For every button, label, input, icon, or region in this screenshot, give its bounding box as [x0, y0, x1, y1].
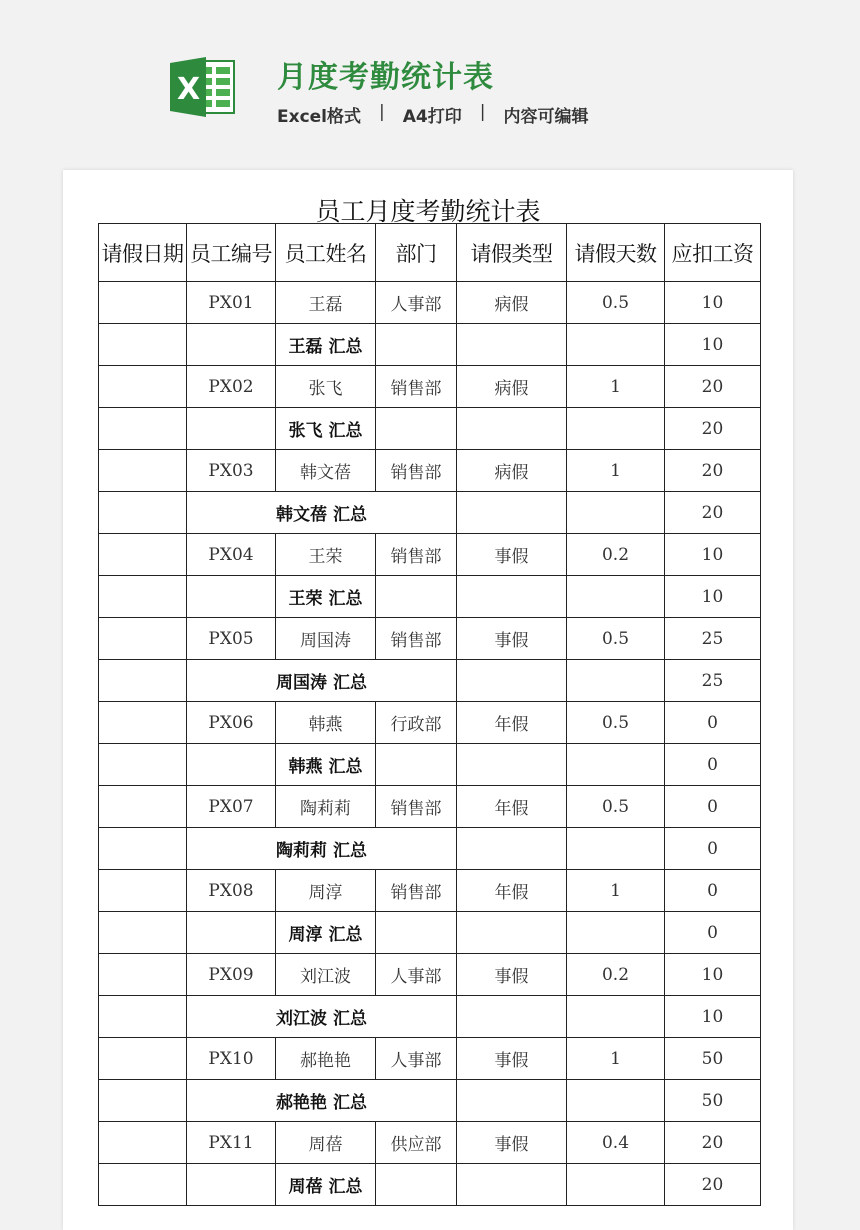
cell-department: 销售部 — [376, 450, 457, 492]
subtotal-row — [99, 1164, 761, 1206]
column-header-leave-type: 请假类型 — [457, 224, 567, 282]
cell-leave-days — [567, 744, 665, 786]
cell-department: 行政部 — [376, 702, 457, 744]
subtotal-row — [99, 828, 761, 870]
cell-leave-days: 1 — [567, 366, 665, 408]
cell-leave-date — [99, 660, 187, 702]
cell-subtotal-label: 周国涛 汇总 — [187, 660, 457, 702]
table-row — [99, 870, 761, 912]
cell-deduction: 0 — [665, 870, 761, 912]
table-row — [99, 702, 761, 744]
cell-leave-type: 事假 — [457, 1122, 567, 1164]
cell-employee-name: 韩文蓓 — [276, 450, 376, 492]
cell-leave-days — [567, 576, 665, 618]
column-header-department: 部门 — [376, 224, 457, 282]
cell-subtotal-label: 王荣 汇总 — [276, 576, 376, 618]
cell-department — [376, 1164, 457, 1206]
cell-leave-days — [567, 1164, 665, 1206]
cell-department — [376, 408, 457, 450]
cell-leave-date — [99, 324, 187, 366]
cell-leave-date — [99, 366, 187, 408]
cell-leave-type — [457, 1080, 567, 1122]
cell-department: 销售部 — [376, 786, 457, 828]
cell-leave-date — [99, 282, 187, 324]
cell-leave-days — [567, 324, 665, 366]
cell-leave-date — [99, 534, 187, 576]
cell-employee-id: PX10 — [187, 1038, 276, 1080]
cell-leave-date — [99, 744, 187, 786]
cell-department: 销售部 — [376, 870, 457, 912]
cell-leave-days: 0.5 — [567, 282, 665, 324]
cell-subtotal-label: 郝艳艳 汇总 — [187, 1080, 457, 1122]
cell-leave-days — [567, 828, 665, 870]
cell-department: 供应部 — [376, 1122, 457, 1164]
cell-deduction: 10 — [665, 534, 761, 576]
cell-deduction: 25 — [665, 660, 761, 702]
cell-employee-id — [187, 912, 276, 954]
cell-employee-id: PX11 — [187, 1122, 276, 1164]
cell-subtotal-label: 韩文蓓 汇总 — [187, 492, 457, 534]
cell-employee-name: 王荣 — [276, 534, 376, 576]
cell-leave-days: 1 — [567, 450, 665, 492]
cell-leave-days: 0.4 — [567, 1122, 665, 1164]
cell-employee-id: PX05 — [187, 618, 276, 660]
cell-leave-type: 年假 — [457, 702, 567, 744]
cell-leave-days: 0.2 — [567, 534, 665, 576]
cell-employee-id: PX01 — [187, 282, 276, 324]
cell-leave-date — [99, 828, 187, 870]
cell-department: 销售部 — [376, 618, 457, 660]
tag-editable: 内容可编辑 — [503, 107, 589, 127]
cell-deduction: 0 — [665, 786, 761, 828]
column-header-employee-id: 员工编号 — [187, 224, 276, 282]
subtotal-row — [99, 912, 761, 954]
cell-employee-id: PX02 — [187, 366, 276, 408]
cell-employee-id — [187, 408, 276, 450]
page-header — [0, 0, 860, 150]
cell-subtotal-label: 陶莉莉 汇总 — [187, 828, 457, 870]
cell-leave-date — [99, 870, 187, 912]
cell-deduction: 20 — [665, 366, 761, 408]
sheet-title: 员工月度考勤统计表 — [315, 197, 541, 226]
cell-employee-id — [187, 1164, 276, 1206]
cell-leave-days — [567, 660, 665, 702]
excel-icon — [170, 55, 236, 119]
subtotal-row — [99, 324, 761, 366]
cell-leave-type: 病假 — [457, 282, 567, 324]
cell-deduction: 10 — [665, 576, 761, 618]
cell-leave-days: 0.5 — [567, 618, 665, 660]
tag-separator: | — [479, 102, 486, 122]
subtotal-row — [99, 1080, 761, 1122]
cell-deduction: 10 — [665, 282, 761, 324]
cell-employee-id: PX06 — [187, 702, 276, 744]
cell-deduction: 0 — [665, 912, 761, 954]
cell-leave-date — [99, 702, 187, 744]
subtotal-row — [99, 408, 761, 450]
table-row — [99, 534, 761, 576]
subtotal-row — [99, 492, 761, 534]
cell-employee-id: PX09 — [187, 954, 276, 996]
table-row — [99, 954, 761, 996]
cell-leave-date — [99, 996, 187, 1038]
tag-a4-print: A4打印 — [402, 107, 462, 127]
cell-leave-days — [567, 408, 665, 450]
cell-subtotal-label: 王磊 汇总 — [276, 324, 376, 366]
cell-subtotal-label: 张飞 汇总 — [276, 408, 376, 450]
attendance-table — [98, 223, 761, 1206]
cell-employee-id — [187, 744, 276, 786]
cell-employee-name: 周蓓 — [276, 1122, 376, 1164]
cell-deduction: 20 — [665, 492, 761, 534]
subtotal-row — [99, 744, 761, 786]
cell-leave-type — [457, 408, 567, 450]
cell-deduction: 0 — [665, 744, 761, 786]
cell-leave-days: 0.5 — [567, 786, 665, 828]
cell-leave-type — [457, 912, 567, 954]
cell-leave-type: 事假 — [457, 618, 567, 660]
cell-employee-name: 张飞 — [276, 366, 376, 408]
column-header-employee-name: 员工姓名 — [276, 224, 376, 282]
cell-department — [376, 744, 457, 786]
cell-employee-id: PX07 — [187, 786, 276, 828]
tag-separator: | — [379, 102, 385, 122]
cell-deduction: 50 — [665, 1038, 761, 1080]
cell-employee-name: 刘江波 — [276, 954, 376, 996]
page-title: 月度考勤统计表 — [277, 60, 494, 95]
table-header-row — [99, 224, 761, 282]
cell-leave-date — [99, 1164, 187, 1206]
table-row — [99, 366, 761, 408]
cell-employee-id — [187, 324, 276, 366]
cell-employee-name: 韩燕 — [276, 702, 376, 744]
cell-leave-type — [457, 1164, 567, 1206]
subtotal-row — [99, 576, 761, 618]
cell-department: 销售部 — [376, 366, 457, 408]
table-row — [99, 786, 761, 828]
cell-subtotal-label: 周蓓 汇总 — [276, 1164, 376, 1206]
cell-leave-date — [99, 450, 187, 492]
cell-employee-id: PX03 — [187, 450, 276, 492]
cell-leave-days — [567, 1080, 665, 1122]
cell-leave-type — [457, 492, 567, 534]
column-header-deduction: 应扣工资 — [665, 224, 761, 282]
column-header-leave-date: 请假日期 — [99, 224, 187, 282]
cell-department: 人事部 — [376, 1038, 457, 1080]
cell-leave-days — [567, 492, 665, 534]
cell-department — [376, 576, 457, 618]
table-row — [99, 450, 761, 492]
cell-leave-type — [457, 576, 567, 618]
cell-leave-type: 事假 — [457, 1038, 567, 1080]
cell-leave-date — [99, 576, 187, 618]
tag-excel-format: Excel格式 — [277, 107, 362, 127]
cell-leave-days: 0.2 — [567, 954, 665, 996]
cell-leave-date — [99, 786, 187, 828]
cell-leave-type: 事假 — [457, 954, 567, 996]
cell-leave-date — [99, 1080, 187, 1122]
cell-leave-date — [99, 954, 187, 996]
cell-leave-type — [457, 828, 567, 870]
cell-leave-type — [457, 996, 567, 1038]
cell-employee-name: 周国涛 — [276, 618, 376, 660]
cell-leave-type: 事假 — [457, 534, 567, 576]
column-header-leave-days: 请假天数 — [567, 224, 665, 282]
cell-employee-id — [187, 576, 276, 618]
cell-employee-name: 陶莉莉 — [276, 786, 376, 828]
cell-employee-name: 郝艳艳 — [276, 1038, 376, 1080]
cell-employee-id: PX04 — [187, 534, 276, 576]
cell-leave-date — [99, 618, 187, 660]
cell-deduction: 0 — [665, 828, 761, 870]
cell-subtotal-label: 韩燕 汇总 — [276, 744, 376, 786]
cell-subtotal-label: 刘江波 汇总 — [187, 996, 457, 1038]
cell-leave-date — [99, 1038, 187, 1080]
cell-department — [376, 324, 457, 366]
cell-deduction: 25 — [665, 618, 761, 660]
format-tags — [277, 102, 588, 127]
cell-employee-id: PX08 — [187, 870, 276, 912]
cell-deduction: 10 — [665, 996, 761, 1038]
cell-leave-type: 年假 — [457, 786, 567, 828]
cell-deduction: 10 — [665, 324, 761, 366]
cell-deduction: 20 — [665, 1164, 761, 1206]
cell-deduction: 20 — [665, 1122, 761, 1164]
cell-leave-days: 0.5 — [567, 702, 665, 744]
cell-leave-days — [567, 996, 665, 1038]
cell-department — [376, 912, 457, 954]
cell-leave-date — [99, 912, 187, 954]
cell-department: 人事部 — [376, 282, 457, 324]
cell-deduction: 20 — [665, 408, 761, 450]
cell-department: 人事部 — [376, 954, 457, 996]
cell-deduction: 10 — [665, 954, 761, 996]
cell-leave-date — [99, 408, 187, 450]
table-row — [99, 1038, 761, 1080]
subtotal-row — [99, 996, 761, 1038]
table-row — [99, 618, 761, 660]
cell-employee-name: 周淳 — [276, 870, 376, 912]
cell-leave-date — [99, 1122, 187, 1164]
cell-leave-type: 年假 — [457, 870, 567, 912]
cell-department: 销售部 — [376, 534, 457, 576]
cell-deduction: 50 — [665, 1080, 761, 1122]
cell-leave-type — [457, 324, 567, 366]
cell-leave-days: 1 — [567, 1038, 665, 1080]
subtotal-row — [99, 660, 761, 702]
excel-icon-letter: X — [177, 72, 201, 107]
cell-leave-days: 1 — [567, 870, 665, 912]
cell-deduction: 0 — [665, 702, 761, 744]
cell-leave-date — [99, 492, 187, 534]
cell-leave-type: 病假 — [457, 366, 567, 408]
cell-leave-type — [457, 660, 567, 702]
table-row — [99, 282, 761, 324]
cell-deduction: 20 — [665, 450, 761, 492]
cell-subtotal-label: 周淳 汇总 — [276, 912, 376, 954]
spreadsheet-preview — [63, 170, 793, 1230]
cell-leave-type — [457, 744, 567, 786]
table-row — [99, 1122, 761, 1164]
cell-leave-days — [567, 912, 665, 954]
cell-leave-type: 病假 — [457, 450, 567, 492]
cell-employee-name: 王磊 — [276, 282, 376, 324]
